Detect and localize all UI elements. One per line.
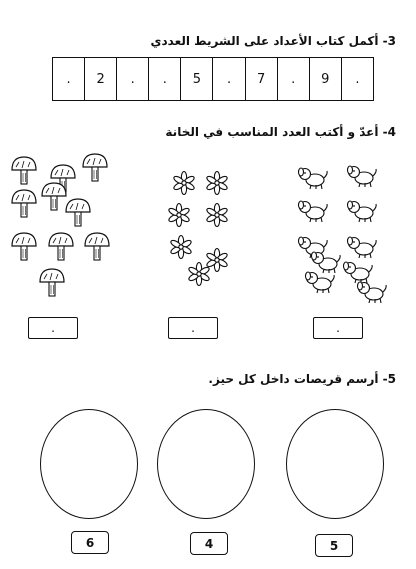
number-box: 6 [71, 531, 109, 554]
number-box: 4 [190, 532, 228, 555]
mushroom-icon [66, 199, 90, 226]
question-4-title: 4- أعدّ و أكتب العدد المناسب في الخانة [165, 125, 396, 139]
dog-icon [348, 201, 377, 222]
mushroom-icon [83, 154, 107, 181]
dog-icon [312, 252, 341, 273]
mushroom-answer-box[interactable]: . [28, 317, 78, 339]
question-3-title: 3- أكمل كتاب الأعداد على الشريط العددي [150, 34, 396, 48]
flower-answer-box[interactable]: . [168, 317, 218, 339]
dog-icon [348, 237, 377, 258]
flower-icon [206, 204, 229, 227]
mushroom-icon [12, 157, 36, 184]
strip-cell[interactable]: . [212, 58, 244, 100]
mushroom-icon [40, 269, 64, 296]
strip-cell[interactable]: . [66, 71, 71, 87]
dog-icon [299, 201, 328, 222]
dog-icon [306, 272, 335, 293]
strip-cell[interactable]: 7 [245, 58, 277, 100]
dog-icon [299, 168, 328, 189]
mushroom-icon [12, 190, 36, 217]
mushroom-icon [85, 233, 109, 260]
number-box: 5 [315, 534, 353, 557]
drawing-circle[interactable] [286, 409, 384, 519]
flower-icon [173, 172, 196, 195]
mushroom-icon [12, 233, 36, 260]
flower-icon [206, 172, 229, 195]
dog-icon [358, 282, 387, 303]
dog-answer-box[interactable]: . [313, 317, 363, 339]
mushroom-icon [49, 233, 73, 260]
strip-cell[interactable]: . [148, 58, 180, 100]
strip-cell[interactable]: . [277, 58, 309, 100]
drawing-circle[interactable] [40, 409, 138, 519]
strip-cell[interactable]: 5 [180, 58, 212, 100]
dog-icon [344, 262, 373, 283]
strip-cell[interactable]: . [116, 58, 148, 100]
flower-icon [168, 204, 191, 227]
question-5-title: 5- أرسم قريصات داخل كل حيز. [208, 372, 396, 386]
flower-icon [170, 236, 193, 259]
mushroom-icon [42, 183, 66, 210]
dog-icon [348, 166, 377, 187]
strip-cell[interactable]: . [341, 58, 373, 100]
strip-cell[interactable]: 9 [309, 58, 341, 100]
strip-cell[interactable]: 2 [84, 58, 116, 100]
drawing-circle[interactable] [157, 409, 255, 519]
